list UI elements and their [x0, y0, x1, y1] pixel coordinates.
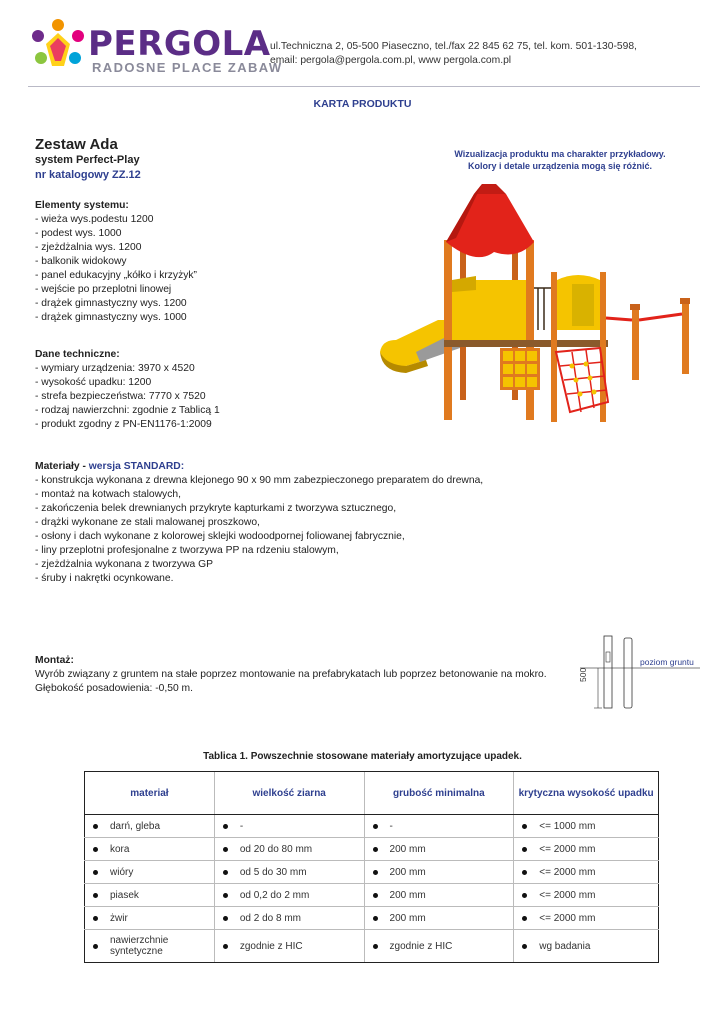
table-row [85, 930, 659, 963]
table-cell [85, 884, 215, 907]
table-cell-content [89, 821, 214, 832]
table-cell-text: od 20 do 80 mm [239, 843, 313, 855]
table-cell-content [89, 913, 214, 924]
table-cell-content [369, 867, 514, 878]
column-header-min-thickness: grubość minimalna [364, 772, 514, 815]
table-cell-content [518, 821, 658, 832]
table-cell [514, 930, 659, 963]
bullet-icon [373, 916, 378, 921]
bullet-icon [373, 893, 378, 898]
list-item: - drążek gimnastyczny wys. 1200 [35, 298, 187, 309]
list-item: - drążki wykonane ze stali malowanej proszkowo, [35, 517, 260, 528]
table-cell [364, 838, 514, 861]
table-cell [514, 815, 659, 838]
mounting [35, 654, 547, 696]
list-item: - drążek gimnastyczny wys. 1000 [35, 312, 187, 323]
table-cell-text: 200 mm [389, 843, 426, 855]
technical-data-heading: Dane techniczne: [35, 349, 120, 360]
visualization-note [430, 148, 690, 172]
list-item: - podest wys. 1000 [35, 228, 122, 239]
list-item: - wieża wys.podestu 1200 [35, 214, 154, 225]
column-header-critical-fall-height: krytyczna wysokość upadku [514, 772, 659, 815]
table-cell [85, 861, 215, 884]
table-cell-content [369, 913, 514, 924]
table-cell [214, 930, 364, 963]
visualization-note-line: Wizualizacja produktu ma charakter przykładowy. [454, 149, 666, 159]
table-cell-text: od 5 do 30 mm [239, 866, 307, 878]
materials-heading-label: Materiały - [35, 461, 89, 472]
list-item: - zakończenia belek drewnianych przykryte kapturkami z tworzywa sztucznego, [35, 503, 397, 514]
table-row [85, 838, 659, 861]
company-address [270, 40, 637, 68]
bullet-icon [223, 847, 228, 852]
table-cell [214, 861, 364, 884]
list-item: - rodzaj nawierzchni: zgodnie z Tablicą 1 [35, 405, 220, 416]
table-cell-content [219, 913, 364, 924]
list-item: - zjeżdżalnia wys. 1200 [35, 242, 142, 253]
list-item: - panel edukacyjny „kółko i krzyżyk” [35, 270, 197, 281]
header-divider [28, 86, 700, 87]
list-item: - konstrukcja wykonana z drewna klejonego 90 x 90 mm zabezpieczonego preparatem do drewna, [35, 475, 484, 486]
table-cell-text: <= 1000 mm [539, 820, 596, 832]
mounting-heading: Montaż: [35, 655, 74, 666]
table-cell [214, 884, 364, 907]
list-item: - wysokość upadku: 1200 [35, 377, 152, 388]
table-cell-text: - [239, 820, 244, 832]
table-cell-content [219, 890, 364, 901]
table-cell-content [518, 844, 658, 855]
product-name: Zestaw Ada [35, 136, 118, 153]
table-cell-content [89, 867, 214, 878]
bullet-icon [373, 870, 378, 875]
table-cell-text: piasek [110, 889, 139, 901]
contact-line: email: pergola@pergola.com.pl, www pergola.com.pl [270, 55, 512, 66]
bullet-icon [93, 944, 98, 949]
table-cell-text: <= 2000 mm [539, 912, 596, 924]
table-cell-text: wióry [110, 866, 134, 878]
mounting-diagram [580, 632, 705, 712]
table-cell-content [518, 941, 658, 952]
table-cell-text: kora [110, 843, 130, 855]
table-cell [85, 838, 215, 861]
list-item: - strefa bezpieczeństwa: 7770 x 7520 [35, 391, 206, 402]
table-cell-text: zgodnie z HIC [239, 940, 303, 952]
list-item: - zjeżdżalnia wykonana z tworzywa GP [35, 559, 213, 570]
table-row [85, 815, 659, 838]
table-cell-content [518, 867, 658, 878]
logo-title: PERGOLA [88, 24, 271, 64]
ground-level-label: poziom gruntu [640, 657, 694, 667]
table-cell-text: wg badania [539, 940, 591, 952]
table-cell-content [369, 890, 514, 901]
list-item: - produkt zgodny z PN-EN1176-1:2009 [35, 419, 212, 430]
bullet-icon [93, 824, 98, 829]
bullet-icon [522, 944, 527, 949]
bullet-icon [223, 870, 228, 875]
bullet-icon [373, 847, 378, 852]
table-cell-content [219, 821, 364, 832]
table-cell [514, 907, 659, 930]
table-cell-text: 200 mm [389, 912, 426, 924]
table-cell [214, 838, 364, 861]
bullet-icon [522, 870, 527, 875]
table-cell [514, 884, 659, 907]
table-cell-text: żwir [110, 912, 128, 924]
bullet-icon [373, 944, 378, 949]
visualization-note-line: Kolory i detale urządzenia mogą się różnić. [467, 161, 653, 171]
materials-heading [35, 460, 483, 474]
table-cell-text: od 2 do 8 mm [239, 912, 301, 924]
surface-materials-table [84, 771, 659, 963]
table-cell [514, 838, 659, 861]
table-cell-content [369, 821, 514, 832]
list-item: - balkonik widokowy [35, 256, 127, 267]
bullet-icon [223, 893, 228, 898]
mounting-depth: Głębokość posadowienia: -0,50 m. [35, 683, 193, 694]
table-cell [364, 884, 514, 907]
table-cell [514, 861, 659, 884]
table-cell-content [219, 941, 364, 952]
section-title: KARTA PRODUKTU [313, 98, 412, 110]
table-cell-content [518, 890, 658, 901]
table-cell-text: nawierzchnie syntetyczne [110, 935, 169, 957]
list-item: - śruby i nakrętki ocynkowane. [35, 573, 174, 584]
table-cell-text: 200 mm [389, 889, 426, 901]
table-cell-text: zgodnie z HIC [389, 940, 453, 952]
table-title: Tablica 1. Powszechnie stosowane materiały amortyzujące upadek. [203, 751, 522, 762]
table-cell-content [89, 935, 214, 957]
list-item: - osłony i dach wykonane z kolorowej sklejki wodoodpornej foliowanej fabrycznie, [35, 531, 405, 542]
list-item: - montaż na kotwach stalowych, [35, 489, 181, 500]
list-item: - liny przeplotni profesjonalne z tworzywa PP na rdzeniu stalowym, [35, 545, 339, 556]
bullet-icon [93, 893, 98, 898]
table-cell [364, 930, 514, 963]
bullet-icon [93, 870, 98, 875]
table-cell [214, 815, 364, 838]
bullet-icon [223, 824, 228, 829]
table-header-row [85, 772, 659, 815]
logo-subtitle: RADOSNE PLACE ZABAW [92, 60, 283, 75]
table-row [85, 884, 659, 907]
table-cell-content [518, 913, 658, 924]
table-cell-text: od 0,2 do 2 mm [239, 889, 310, 901]
table-cell-text: 200 mm [389, 866, 426, 878]
table-cell-content [219, 867, 364, 878]
pergola-logo-icon [28, 16, 88, 76]
system-elements [35, 199, 197, 325]
playground-illustration [376, 180, 706, 425]
table-cell [364, 861, 514, 884]
mounting-text: Wyrób związany z gruntem na stałe poprzez montowanie na prefabrykatach lub poprzez betonowanie na mokro. [35, 669, 547, 680]
address-line: ul.Techniczna 2, 05-500 Piaseczno, tel./fax 22 845 62 75, tel. kom. 501-130-598, [270, 41, 637, 52]
depth-dimension-label: 500 [578, 667, 588, 682]
bullet-icon [223, 916, 228, 921]
table-cell-text: <= 2000 mm [539, 866, 596, 878]
table-cell [214, 907, 364, 930]
bullet-icon [223, 944, 228, 949]
list-item: - wymiary urządzenia: 3970 x 4520 [35, 363, 195, 374]
table-cell [85, 930, 215, 963]
column-header-grain-size: wielkość ziarna [214, 772, 364, 815]
table-row [85, 861, 659, 884]
list-item: - wejście po przeplotni linowej [35, 284, 172, 295]
table-cell-text: <= 2000 mm [539, 843, 596, 855]
bullet-icon [93, 916, 98, 921]
product-system: system Perfect-Play [35, 154, 140, 166]
table-cell-content [89, 890, 214, 901]
table-cell-text: darń, gleba [110, 820, 161, 832]
column-header-material: materiał [85, 772, 215, 815]
table-cell-content [89, 844, 214, 855]
technical-data [35, 348, 220, 432]
product-catalog-number: nr katalogowy ZZ.12 [35, 169, 141, 181]
bullet-icon [93, 847, 98, 852]
table-row [85, 907, 659, 930]
materials [35, 460, 483, 586]
table-cell [85, 907, 215, 930]
bullet-icon [522, 824, 527, 829]
bullet-icon [522, 916, 527, 921]
table-cell [364, 815, 514, 838]
table-cell [85, 815, 215, 838]
bullet-icon [522, 893, 527, 898]
system-elements-heading: Elementy systemu: [35, 200, 129, 211]
table-cell-text: <= 2000 mm [539, 889, 596, 901]
bullet-icon [373, 824, 378, 829]
table-cell-content [219, 844, 364, 855]
table-cell [364, 907, 514, 930]
materials-version: wersja STANDARD: [88, 461, 185, 472]
table-cell-content [369, 941, 514, 952]
bullet-icon [522, 847, 527, 852]
table-cell-content [369, 844, 514, 855]
table-cell-text: - [389, 820, 393, 832]
